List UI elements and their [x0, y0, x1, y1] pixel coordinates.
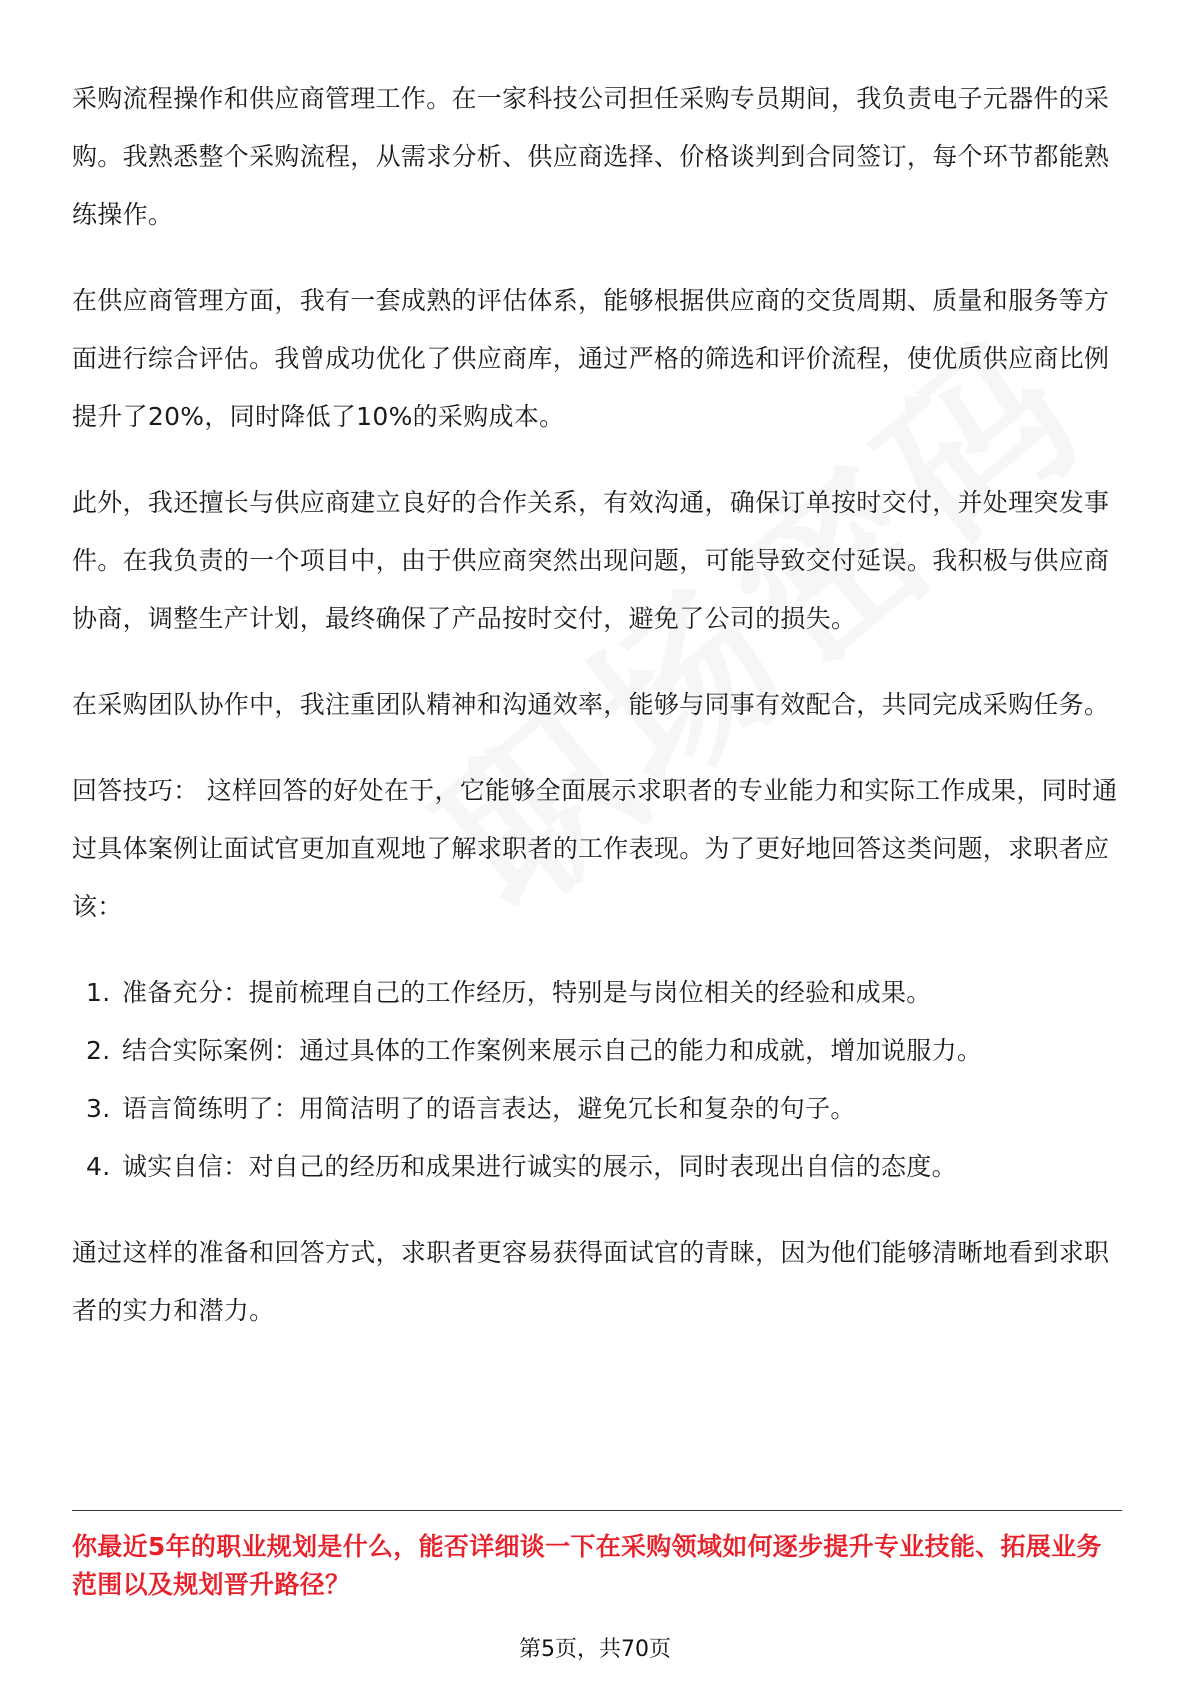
paragraph-closing: 通过这样的准备和回答方式，求职者更容易获得面试官的青睐，因为他们能够清晰地看到求职者的实力和潜力。 [72, 1238, 1110, 1325]
list-item-text: 诚实自信：对自己的经历和成果进行诚实的展示，同时表现出自信的态度。 [122, 1152, 957, 1181]
paragraph-answer-tips: 回答技巧： 这样回答的好处在于，它能够全面展示求职者的专业能力和实际工作成果，同时通过具体案例让面试官更加直观地了解求职者的工作表现。为了更好地回答这类问题，求职者应该： [72, 776, 1118, 921]
answer-body [72, 70, 1122, 1368]
next-question-heading: 你最近5年的职业规划是什么，能否详细谈一下在采购领域如何逐步提升专业技能、拓展业务范围以及规划晋升路径？ [72, 1532, 1102, 1599]
page-number: 第5页，共70页 [519, 1637, 671, 1662]
list-item-text: 结合实际案例：通过具体的工作案例来展示自己的能力和成就，增加说服力。 [122, 1036, 983, 1065]
list-item [72, 1022, 1122, 1080]
list-item-number: 1. [86, 978, 111, 1007]
paragraph-procurement-process: 采购流程操作和供应商管理工作。在一家科技公司担任采购专员期间，我负责电子元器件的采购。我熟悉整个采购流程，从需求分析、供应商选择、价格谈判到合同签订，每个环节都能熟练操作。 [72, 84, 1110, 229]
list-item-text: 准备充分：提前梳理自己的工作经历，特别是与岗位相关的经验和成果。 [122, 978, 932, 1007]
section-divider [72, 1510, 1122, 1511]
list-item-number: 3. [86, 1094, 111, 1123]
tips-list [72, 964, 1122, 1196]
list-item-text: 语言简练明了：用简洁明了的语言表达，避免冗长和复杂的句子。 [122, 1094, 856, 1123]
list-item [72, 1080, 1122, 1138]
paragraph-supplier-relations: 此外，我还擅长与供应商建立良好的合作关系，有效沟通，确保订单按时交付，并处理突发事件。在我负责的一个项目中，由于供应商突然出现问题，可能导致交付延误。我积极与供应商协商，调整生产计划，最终确保了产品按时交付，避免了公司的损失。 [72, 488, 1110, 633]
list-item [72, 964, 1122, 1022]
paragraph-teamwork: 在采购团队协作中，我注重团队精神和沟通效率，能够与同事有效配合，共同完成采购任务。 [72, 690, 1110, 719]
list-item-number: 4. [86, 1152, 111, 1181]
list-item-number: 2. [86, 1036, 111, 1065]
paragraph-supplier-management: 在供应商管理方面，我有一套成熟的评估体系，能够根据供应商的交货周期、质量和服务等方面进行综合评估。我曾成功优化了供应商库，通过严格的筛选和评价流程，使优质供应商比例提升了20%，同时降低了10%的采购成本。 [72, 286, 1110, 431]
list-item [72, 1138, 1122, 1196]
